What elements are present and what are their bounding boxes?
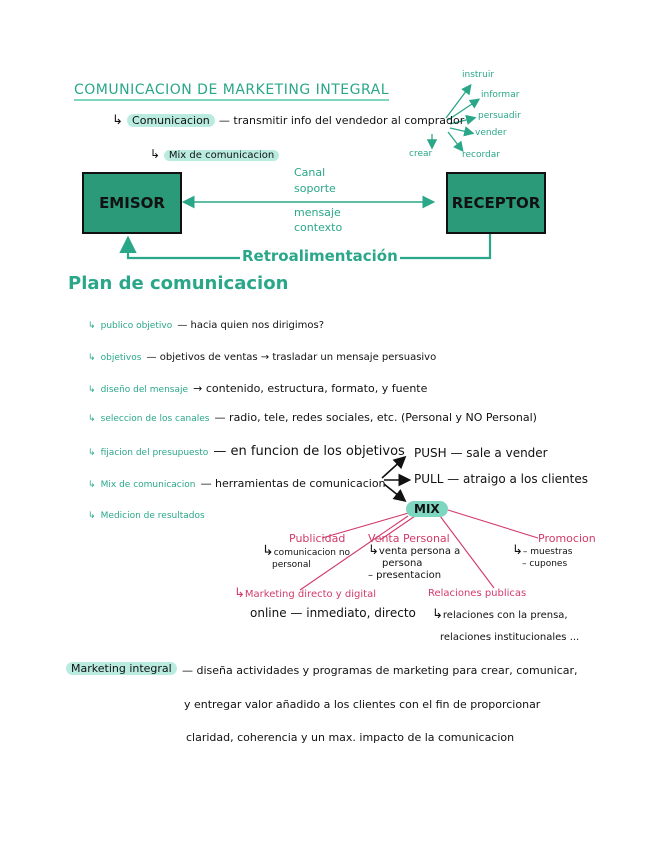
receptor-box: RECEPTOR — [446, 172, 546, 234]
hook-arrow-icon: ↳ — [88, 448, 96, 458]
plan-item-presupuesto: ↳ fijacion del presupuesto — en funcion de los objetivos — [88, 444, 405, 459]
mix-badge: MIX — [406, 501, 448, 517]
curve-arrow-icon: ↳ — [512, 543, 523, 558]
curve-arrow-icon: ↳ — [368, 543, 379, 558]
curve-arrow-icon: ↳ — [432, 607, 443, 622]
mix-label: Mix de comunicacion — [164, 150, 279, 161]
plan-item-diseno: ↳ diseño del mensaje → contenido, estructura, formato, y fuente — [88, 382, 428, 395]
fan-crear: crear — [409, 149, 433, 159]
hook-arrow-icon: ↳ — [112, 113, 123, 128]
canal-label: Canal — [294, 166, 326, 179]
hook-arrow-icon: ↳ — [88, 511, 96, 521]
curve-arrow-icon: ↳ — [234, 586, 245, 601]
definition-row — [112, 113, 464, 128]
fan-vender: vender — [475, 128, 507, 138]
promocion-desc: ↳– muestras – cupones — [512, 543, 573, 569]
promocion-title: Promocion — [538, 532, 596, 545]
integral-line-1: — diseña actividades y programas de marketing para crear, comunicar, — [182, 664, 578, 677]
hook-arrow-icon: ↳ — [88, 321, 96, 331]
digital-title: ↳Marketing directo y digital — [234, 586, 376, 601]
fan-recordar: recordar — [462, 150, 500, 160]
publicidad-title: Publicidad — [289, 532, 346, 545]
integral-line-3: claridad, coherencia y un max. impacto de la comunicacion — [186, 731, 515, 744]
publicidad-desc: ↳comunicacion no personal — [262, 543, 351, 570]
venta-title: Venta Personal — [368, 532, 450, 545]
plan-item-medicion: ↳ Medicion de resultados — [88, 511, 205, 521]
hook-arrow-icon: ↳ — [88, 385, 96, 395]
mensaje-label: mensaje — [294, 206, 341, 219]
digital-desc: online — inmediato, directo — [250, 606, 416, 620]
curve-arrow-icon: ↳ — [262, 543, 274, 559]
plan-item-objetivos: ↳ objetivos — objetivos de ventas → trasladar un mensaje persuasivo — [88, 352, 437, 363]
page-title: COMUNICACION DE MARKETING INTEGRAL — [74, 82, 389, 98]
push-label: PUSH — sale a vender — [414, 446, 548, 460]
fan-persuadir: persuadir — [478, 111, 521, 121]
plan-item-mix: ↳ Mix de comunicacion — herramientas de comunicacion — [88, 477, 386, 490]
soporte-label: soporte — [294, 182, 336, 195]
fan-informar: informar — [481, 90, 520, 100]
plan-title: Plan de comunicacion — [68, 273, 289, 294]
contexto-label: contexto — [294, 221, 343, 234]
fan-instruir: instruir — [462, 70, 495, 80]
rrpp-title: Relaciones publicas — [428, 588, 527, 599]
rrpp-desc: ↳relaciones con la prensa, relaciones institucionales ... — [432, 607, 580, 643]
plan-item-publico: ↳ publico objetivo — hacia quien nos dirigimos? — [88, 320, 325, 331]
mix-row — [150, 147, 279, 161]
comunicacion-label: Comunicacion — [127, 114, 215, 127]
feedback-label: Retroalimentación — [242, 247, 398, 265]
venta-desc: ↳venta persona a persona – presentacion — [368, 543, 461, 581]
hook-arrow-icon: ↳ — [88, 414, 96, 424]
integral-line-2: y entregar valor añadido a los clientes con el fin de proporcionar — [184, 698, 541, 711]
comunicacion-definition: — transmitir info del vendedor al comprador — [218, 114, 465, 127]
hook-arrow-icon: ↳ — [88, 353, 96, 363]
hook-arrow-icon: ↳ — [150, 147, 161, 161]
hook-arrow-icon: ↳ — [88, 480, 96, 490]
pull-label: PULL — atraigo a los clientes — [414, 472, 588, 486]
integral-label: Marketing integral — [66, 662, 177, 675]
emisor-box: EMISOR — [82, 172, 182, 234]
plan-item-canales: ↳ seleccion de los canales — radio, tele, redes sociales, etc. (Personal y NO Personal) — [88, 411, 537, 424]
